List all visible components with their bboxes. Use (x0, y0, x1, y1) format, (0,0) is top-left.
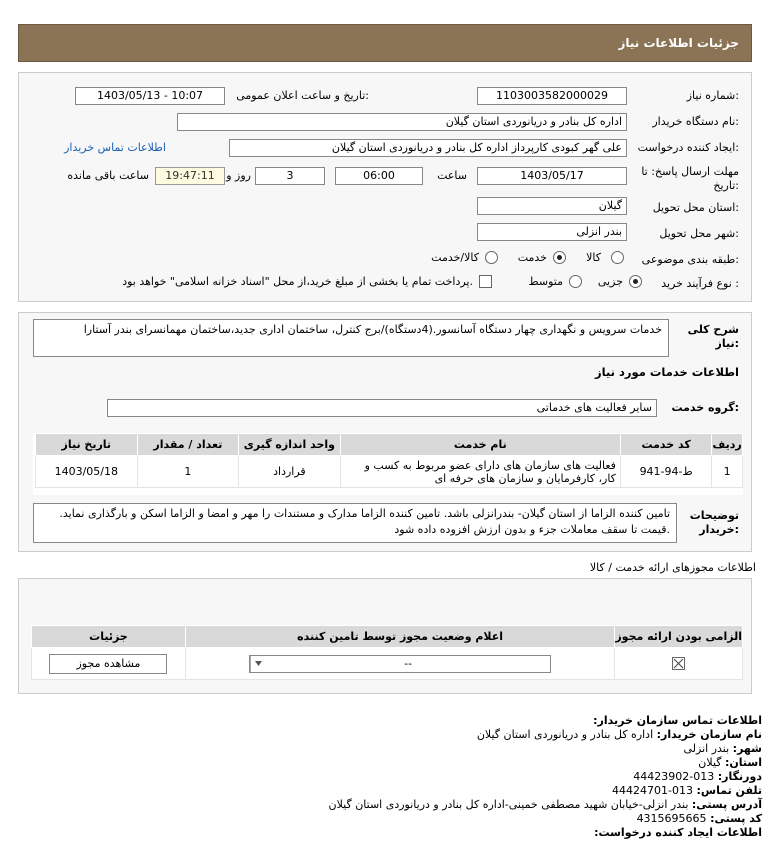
col-date: تاریخ نیاز (36, 434, 138, 456)
deadline-date-field: 1403/05/17 (477, 167, 627, 185)
buyer-org-field: اداره کل بنادر و دریانوردی استان گیلان (177, 113, 627, 131)
days-field: 3 (255, 167, 325, 185)
days-label: روز و (226, 169, 251, 182)
col-row: ردیف (712, 434, 743, 456)
services-table (35, 433, 743, 488)
service-group-field: سایر فعالیت های خدماتی (107, 399, 657, 417)
city-field: بندر انزلی (477, 223, 627, 241)
creator-info-title: اطلاعات ایجاد کننده درخواست: (594, 826, 762, 839)
cell-unit: قرارداد (239, 456, 341, 488)
province-field: گیلان (477, 197, 627, 215)
col-unit: واحد اندازه گیری (239, 434, 341, 456)
contact-province-row (698, 756, 762, 769)
need-info-panel (18, 72, 752, 302)
contact-city-label: شهر: (732, 742, 762, 755)
cell-code: ط-94-941 (620, 456, 711, 488)
contact-postal-label: کد پستی: (710, 812, 762, 825)
services-title: اطلاعات خدمات مورد نیاز (595, 365, 739, 379)
contact-fax: 013-44423902 (633, 770, 715, 783)
deadline-label: مهلت ارسال پاسخ: تا (641, 165, 739, 178)
announce-field: 1403/05/13 - 10:07 (75, 87, 225, 105)
cell-row: 1 (712, 456, 743, 488)
details-panel (18, 312, 752, 552)
contact-org-row (477, 728, 762, 741)
col-qty: تعداد / مقدار (137, 434, 239, 456)
need-number-field: 1103003582000029 (477, 87, 627, 105)
contact-address: بندر انزلی-خیابان شهید مصطفی خمینی-اداره کل بنادر و دریانوردی استان گیلان (328, 798, 689, 811)
contact-city-row (684, 742, 763, 755)
license-table (31, 625, 743, 680)
table-row (36, 456, 743, 488)
category-goods-radio[interactable] (611, 251, 624, 264)
category-service-radio[interactable] (553, 251, 566, 264)
process-label: نوع فرآیند خرید : (661, 277, 739, 290)
license-required-cell (615, 648, 743, 680)
cell-qty: 1 (137, 456, 239, 488)
announce-label: تاریخ و ساعت اعلان عمومی: (236, 89, 369, 102)
license-status-select[interactable] (249, 655, 551, 673)
contact-phone: 013-44424701 (612, 784, 694, 797)
contact-phone-row (612, 784, 762, 797)
col-license-status: اعلام وضعیت مجوز توسط تامین کننده (185, 626, 614, 648)
contact-address-row (329, 798, 763, 811)
category-label: طبقه بندی موضوعی: (641, 253, 739, 266)
col-license-required: الزامی بودن ارائه مجوز (615, 626, 743, 648)
deadline-label-date: تاریخ: (713, 179, 739, 192)
page-header (18, 24, 752, 62)
process-medium-radio[interactable] (569, 275, 582, 288)
deadline-time-field: 06:00 (335, 167, 423, 185)
province-label: استان محل تحویل: (652, 201, 739, 214)
summary-label-2: نیاز: (715, 337, 739, 350)
remaining-time-field: 19:47:11 (155, 167, 225, 185)
contact-address-label: آدرس پستی: (691, 798, 762, 811)
notes-text: تامین کننده الزاما از استان گیلان- بندرانزلی باشد. تامین کننده الزاما مدارک و مستندات را مهر و امضا و الزاما اسکن و بارگذاری نماید. قیمت تا سقف معاملات جزء و بدون ارزش افزوده داده شود. (33, 503, 677, 543)
view-license-button[interactable]: مشاهده مجوز (49, 654, 167, 674)
buyer-contact-section (0, 700, 770, 845)
col-license-details: جزئیات (32, 626, 186, 648)
services-table-wrap (33, 433, 743, 495)
process-partial-label: جزیی (597, 275, 623, 288)
creator-field: علی گهر کبودی کارپرداز اداره کل بنادر و دریانوردی استان گیلان (229, 139, 627, 157)
cell-name: فعالیت های سازمان های دارای عضو مربوط به کسب و کار، کارفرمایان و سازمان های حرفه ای (340, 456, 620, 488)
treasury-note: پرداخت تمام یا بخشی از مبلغ خرید،از محل "اسناد خزانه اسلامی" خواهد بود. (122, 275, 473, 288)
notes-label-2: خریدار: (699, 523, 739, 536)
summary-label: شرح کلی (687, 323, 739, 336)
contact-postal: 4315695665 (636, 812, 707, 825)
treasury-checkbox[interactable] (479, 275, 492, 288)
license-panel (18, 578, 752, 694)
contact-province-label: استان: (725, 756, 762, 769)
notes-label: توضیحات (689, 509, 739, 522)
summary-text: خدمات سرویس و نگهداری چهار دستگاه آسانسور.(4دستگاه)/برج کنترل، ساختمان اداری جدید،ساختمان مهمانسرای بندر آستارا (33, 319, 669, 357)
process-partial-radio[interactable] (629, 275, 642, 288)
contact-postal-row (637, 812, 762, 825)
category-service-label: خدمت (517, 251, 547, 264)
service-group-label: گروه خدمت: (671, 401, 739, 414)
license-details-cell (32, 648, 186, 680)
category-both-label: کالا/خدمت (431, 251, 479, 264)
contact-city: بندر انزلی (683, 742, 730, 755)
category-goods-label: کالا (586, 251, 601, 264)
license-status-value: -- (404, 656, 413, 670)
time-label: ساعت (437, 169, 467, 182)
contact-phone-label: تلفن تماس: (696, 784, 762, 797)
category-both-radio[interactable] (485, 251, 498, 264)
need-number-label: شماره نیاز: (686, 89, 739, 102)
col-name: نام خدمت (340, 434, 620, 456)
buyer-org-label: نام دستگاه خریدار: (652, 115, 739, 128)
creator-label: ایجاد کننده درخواست: (637, 141, 739, 154)
col-code: کد خدمت (620, 434, 711, 456)
cell-date: 1403/05/18 (36, 456, 138, 488)
license-status-cell (185, 648, 614, 680)
contact-org-label: نام سازمان خریدار: (656, 728, 762, 741)
license-row (32, 648, 743, 680)
process-medium-label: متوسط (528, 275, 563, 288)
contact-fax-row (633, 770, 762, 783)
contact-org: اداره کل بنادر و دریانوردی استان گیلان (476, 728, 654, 741)
city-label: شهر محل تحویل: (659, 227, 739, 240)
page-title: جزئیات اطلاعات نیاز (618, 36, 739, 50)
contact-fax-label: دورنگار: (717, 770, 762, 783)
contact-title: اطلاعات تماس سازمان خریدار: (593, 714, 762, 727)
buyer-contact-link[interactable]: اطلاعات تماس خریدار (64, 141, 166, 154)
contact-province: گیلان (698, 756, 722, 769)
remaining-label: ساعت باقی مانده (67, 169, 149, 182)
required-checkbox-icon (672, 657, 685, 670)
license-title: اطلاعات مجوزهای ارائه خدمت / کالا (589, 561, 756, 574)
chevron-down-icon[interactable] (250, 656, 266, 672)
